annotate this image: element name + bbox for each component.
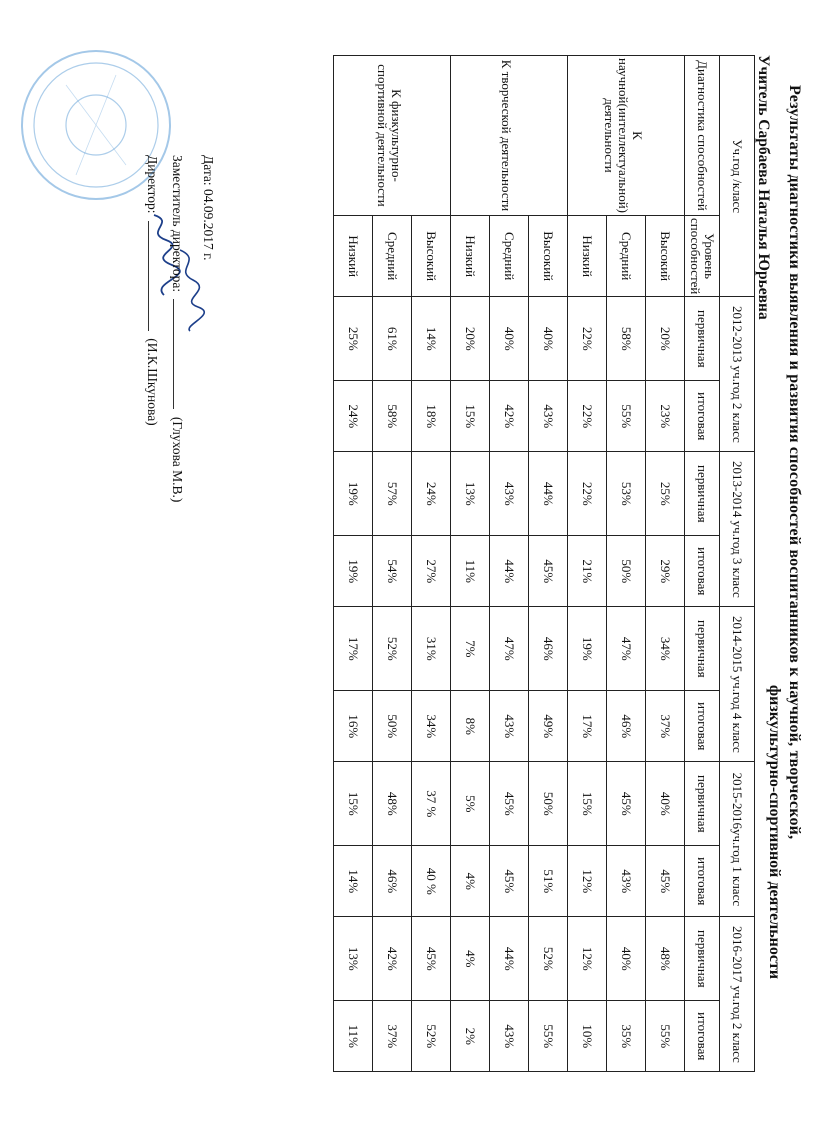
subheader-primary: первичная bbox=[685, 762, 720, 846]
value-cell: 25% bbox=[646, 452, 685, 536]
value-cell: 19% bbox=[568, 607, 607, 691]
value-cell: 4% bbox=[451, 917, 490, 1001]
signature-line bbox=[173, 299, 186, 409]
value-cell: 22% bbox=[568, 452, 607, 536]
level-header: Уровень способностей bbox=[685, 215, 720, 296]
deputy-label: Заместитель директора: bbox=[170, 155, 185, 293]
value-cell: 50% bbox=[607, 536, 646, 607]
value-cell: 34% bbox=[412, 691, 451, 762]
value-cell: 43% bbox=[490, 452, 529, 536]
value-cell: 55% bbox=[646, 1001, 685, 1072]
subheader-primary: первичная bbox=[685, 452, 720, 536]
value-cell: 12% bbox=[568, 846, 607, 917]
value-cell: 58% bbox=[373, 381, 412, 452]
value-cell: 37 % bbox=[412, 762, 451, 846]
value-cell: 55% bbox=[529, 1001, 568, 1072]
results-table bbox=[333, 55, 755, 1072]
value-cell: 46% bbox=[529, 607, 568, 691]
subheader-primary: первичная bbox=[685, 607, 720, 691]
level-cell: Высокий bbox=[412, 215, 451, 296]
director-label: Директор: bbox=[145, 155, 160, 214]
value-cell: 45% bbox=[529, 536, 568, 607]
year-header: 2013-2014 уч.год 3 класс bbox=[720, 452, 755, 607]
category-cell: К научной(интеллектуальной) деятельности bbox=[568, 56, 685, 216]
subheader-final: итоговая bbox=[685, 381, 720, 452]
document-date: Дата: 04.09.2017 г. bbox=[201, 155, 216, 261]
value-cell: 2% bbox=[451, 1001, 490, 1072]
value-cell: 23% bbox=[646, 381, 685, 452]
teacher-name: Учитель Сарбаева Наталья Юрьевна bbox=[755, 55, 772, 320]
level-cell: Высокий bbox=[529, 215, 568, 296]
subheader-primary: первичная bbox=[685, 917, 720, 1001]
value-cell: 13% bbox=[451, 452, 490, 536]
year-header: 2015-2016уч.год 1 класс bbox=[720, 762, 755, 917]
value-cell: 31% bbox=[412, 607, 451, 691]
value-cell: 45% bbox=[490, 762, 529, 846]
value-cell: 43% bbox=[490, 1001, 529, 1072]
value-cell: 24% bbox=[334, 381, 373, 452]
year-header: 2014-2015 уч.год 4 класс bbox=[720, 607, 755, 762]
value-cell: 40% bbox=[490, 297, 529, 381]
value-cell: 55% bbox=[607, 381, 646, 452]
level-cell: Низкий bbox=[451, 215, 490, 296]
table-row bbox=[529, 56, 568, 1072]
value-cell: 5% bbox=[451, 762, 490, 846]
value-cell: 8% bbox=[451, 691, 490, 762]
value-cell: 48% bbox=[646, 917, 685, 1001]
value-cell: 17% bbox=[334, 607, 373, 691]
subheader-final: итоговая bbox=[685, 691, 720, 762]
value-cell: 53% bbox=[607, 452, 646, 536]
value-cell: 61% bbox=[373, 297, 412, 381]
value-cell: 20% bbox=[646, 297, 685, 381]
value-cell: 52% bbox=[373, 607, 412, 691]
value-cell: 51% bbox=[529, 846, 568, 917]
value-cell: 49% bbox=[529, 691, 568, 762]
level-cell: Низкий bbox=[568, 215, 607, 296]
value-cell: 40% bbox=[607, 917, 646, 1001]
value-cell: 37% bbox=[373, 1001, 412, 1072]
value-cell: 46% bbox=[373, 846, 412, 917]
value-cell: 7% bbox=[451, 607, 490, 691]
level-cell: Средний bbox=[490, 215, 529, 296]
value-cell: 57% bbox=[373, 452, 412, 536]
value-cell: 20% bbox=[451, 297, 490, 381]
value-cell: 19% bbox=[334, 536, 373, 607]
document-title: Результаты диагностики выявления и развития способностей воспитанников к научной, творческой, bbox=[786, 85, 803, 840]
table-row bbox=[646, 56, 685, 1072]
document-title-continued: физкультурно-спортивной деятельности bbox=[766, 685, 783, 980]
value-cell: 42% bbox=[373, 917, 412, 1001]
year-header: 2016-2017 уч.год 2 класс bbox=[720, 917, 755, 1072]
value-cell: 43% bbox=[607, 846, 646, 917]
signature-line bbox=[148, 221, 161, 331]
value-cell: 14% bbox=[412, 297, 451, 381]
value-cell: 52% bbox=[412, 1001, 451, 1072]
value-cell: 44% bbox=[490, 536, 529, 607]
value-cell: 25% bbox=[334, 297, 373, 381]
deputy-signature-line bbox=[169, 155, 186, 502]
value-cell: 42% bbox=[490, 381, 529, 452]
value-cell: 10% bbox=[568, 1001, 607, 1072]
value-cell: 14% bbox=[334, 846, 373, 917]
director-signature-line bbox=[144, 155, 161, 426]
value-cell: 19% bbox=[334, 452, 373, 536]
value-cell: 48% bbox=[373, 762, 412, 846]
corner-header: Уч.год /класс bbox=[720, 56, 755, 297]
subheader-final: итоговая bbox=[685, 1001, 720, 1072]
value-cell: 27% bbox=[412, 536, 451, 607]
level-cell: Средний bbox=[607, 215, 646, 296]
value-cell: 54% bbox=[373, 536, 412, 607]
value-cell: 18% bbox=[412, 381, 451, 452]
value-cell: 11% bbox=[334, 1001, 373, 1072]
value-cell: 29% bbox=[646, 536, 685, 607]
value-cell: 40% bbox=[646, 762, 685, 846]
level-cell: Высокий bbox=[646, 215, 685, 296]
value-cell: 50% bbox=[373, 691, 412, 762]
value-cell: 47% bbox=[490, 607, 529, 691]
value-cell: 50% bbox=[529, 762, 568, 846]
subheader-primary: первичная bbox=[685, 297, 720, 381]
year-header: 2012-2013 уч.год 2 класс bbox=[720, 297, 755, 452]
category-cell: К физкультурно-спортивной деятельности bbox=[334, 56, 451, 216]
value-cell: 12% bbox=[568, 917, 607, 1001]
value-cell: 37% bbox=[646, 691, 685, 762]
value-cell: 52% bbox=[529, 917, 568, 1001]
value-cell: 22% bbox=[568, 297, 607, 381]
deputy-name: (Глухова М.В.) bbox=[170, 416, 185, 503]
value-cell: 45% bbox=[607, 762, 646, 846]
value-cell: 47% bbox=[607, 607, 646, 691]
value-cell: 11% bbox=[451, 536, 490, 607]
value-cell: 45% bbox=[490, 846, 529, 917]
category-cell: К творческой деятельности bbox=[451, 56, 568, 216]
level-cell: Средний bbox=[373, 215, 412, 296]
value-cell: 21% bbox=[568, 536, 607, 607]
director-name: (И.К.Шкунова) bbox=[145, 338, 160, 426]
table-header-row-sub bbox=[685, 56, 720, 1072]
value-cell: 22% bbox=[568, 381, 607, 452]
diagnostic-header: Диагностика способностей bbox=[685, 56, 720, 216]
value-cell: 43% bbox=[529, 381, 568, 452]
value-cell: 45% bbox=[412, 917, 451, 1001]
table-row bbox=[412, 56, 451, 1072]
table-header-row-years bbox=[720, 56, 755, 1072]
value-cell: 15% bbox=[334, 762, 373, 846]
value-cell: 44% bbox=[490, 917, 529, 1001]
value-cell: 4% bbox=[451, 846, 490, 917]
value-cell: 15% bbox=[568, 762, 607, 846]
value-cell: 46% bbox=[607, 691, 646, 762]
value-cell: 13% bbox=[334, 917, 373, 1001]
value-cell: 43% bbox=[490, 691, 529, 762]
value-cell: 58% bbox=[607, 297, 646, 381]
value-cell: 35% bbox=[607, 1001, 646, 1072]
value-cell: 45% bbox=[646, 846, 685, 917]
value-cell: 34% bbox=[646, 607, 685, 691]
value-cell: 44% bbox=[529, 452, 568, 536]
level-cell: Низкий bbox=[334, 215, 373, 296]
value-cell: 16% bbox=[334, 691, 373, 762]
value-cell: 40 % bbox=[412, 846, 451, 917]
subheader-final: итоговая bbox=[685, 846, 720, 917]
value-cell: 40% bbox=[529, 297, 568, 381]
value-cell: 15% bbox=[451, 381, 490, 452]
subheader-final: итоговая bbox=[685, 536, 720, 607]
value-cell: 24% bbox=[412, 452, 451, 536]
value-cell: 17% bbox=[568, 691, 607, 762]
